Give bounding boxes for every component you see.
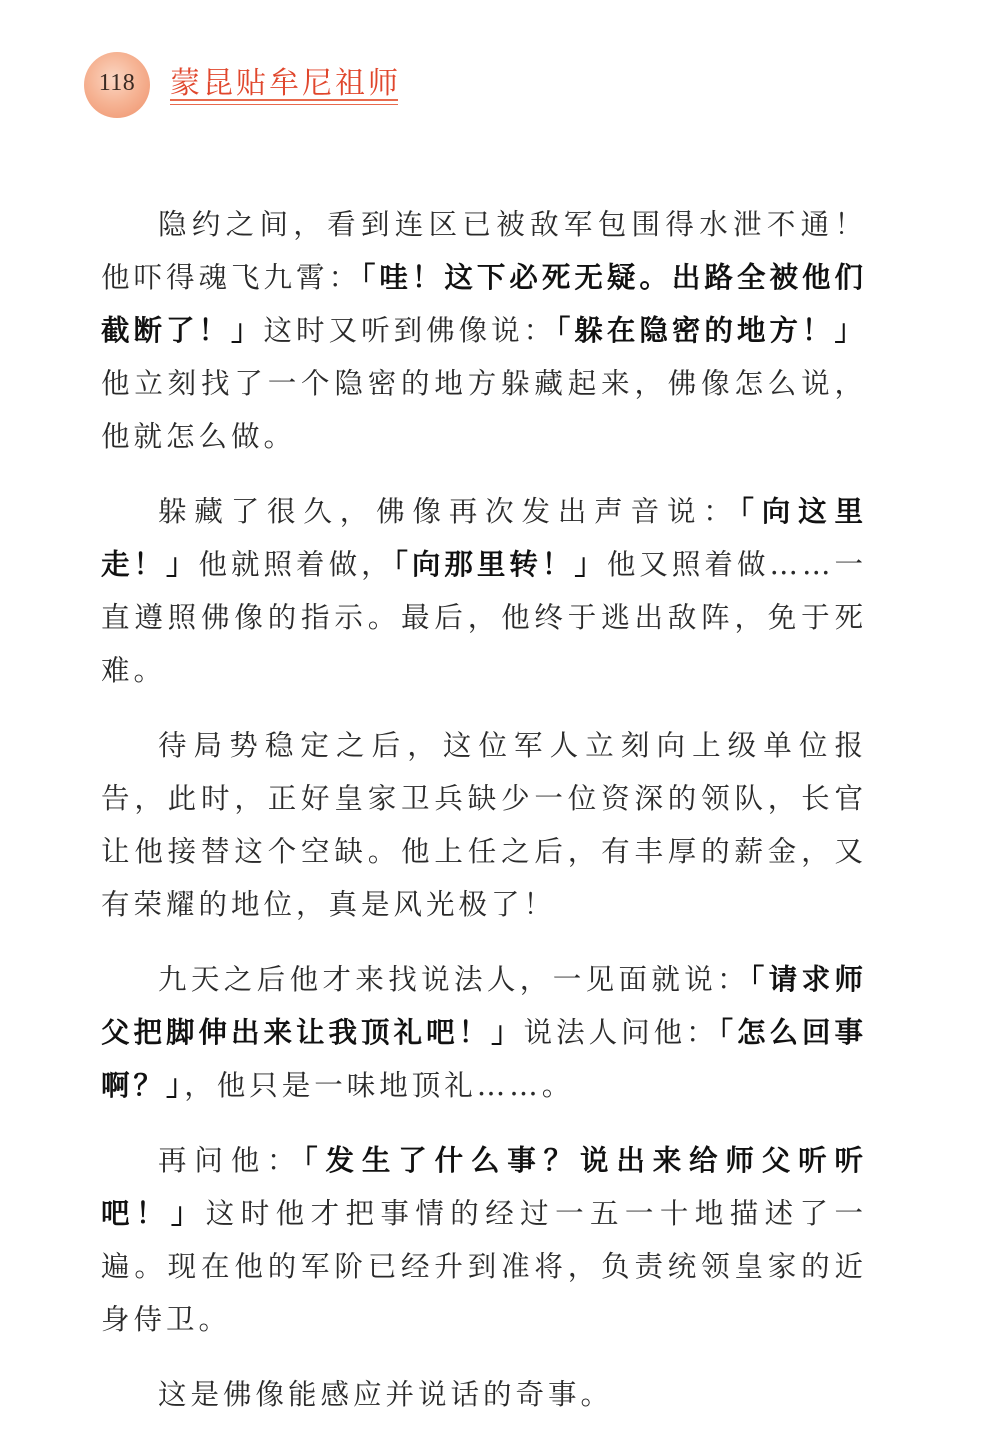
- quoted-speech: 「躲在隐密的地方！」: [556, 314, 867, 347]
- quoted-speech: 「发生了什么事？说出来给师父听听吧！」: [101, 1144, 867, 1230]
- page-header: [84, 52, 414, 122]
- paragraph-6: [101, 1368, 867, 1421]
- text-run: 他又照着做……一直遵照佛像的指示。最后，他终于逃出敌阵，免于死难。: [101, 548, 867, 687]
- text-run: 这时又听到佛像说：: [263, 314, 557, 347]
- paragraph-2: [101, 485, 867, 697]
- quoted-speech: 「哇！这下必死无疑。出路全被他们截断了！」: [101, 261, 867, 347]
- text-run: 待局势稳定之后，这位军人立刻向上级单位报告，此时，正好皇家卫兵缺少一位资深的领队，长官让他接替这个空缺。他上任之后，有丰厚的薪金，又有荣耀的地位，真是风光极了！: [101, 729, 867, 921]
- quoted-speech: 「请求师父把脚伸出来让我顶礼吧！」: [101, 963, 867, 1049]
- quoted-speech: 「向那里转！」: [393, 548, 607, 581]
- paragraph-3: [101, 719, 867, 931]
- text-run: 他立刻找了一个隐密的地方躲藏起来，佛像怎么说，他就怎么做。: [101, 367, 867, 453]
- text-run: 这时他才把事情的经过一五一十地描述了一遍。现在他的军阶已经升到准将，负责统领皇家的近身侍卫。: [101, 1197, 867, 1336]
- text-run: 这是佛像能感应并说话的奇事。: [158, 1378, 614, 1411]
- body-text: [101, 198, 867, 1443]
- text-run: 隐约之间，看到连区已被敌军包围得水泄不通！他吓得魂飞九霄：: [101, 208, 867, 294]
- paragraph-5: [101, 1134, 867, 1346]
- text-run: 他就照着做，: [198, 548, 394, 581]
- text-run: 说法人问他：: [523, 1016, 719, 1049]
- text-run: ，他只是一味地顶礼……。: [184, 1069, 575, 1102]
- text-run: 躲藏了很久，佛像再次发出声音说：: [158, 495, 740, 528]
- paragraph-1: [101, 198, 867, 463]
- paragraph-4: [101, 953, 867, 1112]
- title-underline: [170, 99, 398, 101]
- page-number: 118: [98, 70, 136, 96]
- title-underline-thin: [170, 104, 398, 105]
- book-title: 蒙昆贴牟尼祖师: [170, 66, 401, 101]
- quoted-speech: 「向这里走！」: [101, 495, 867, 581]
- quoted-speech: 「怎么回事啊？」: [101, 1016, 867, 1102]
- text-run: 九天之后他才来找说法人，一见面就说：: [158, 963, 751, 996]
- text-run: 再问他：: [158, 1144, 304, 1177]
